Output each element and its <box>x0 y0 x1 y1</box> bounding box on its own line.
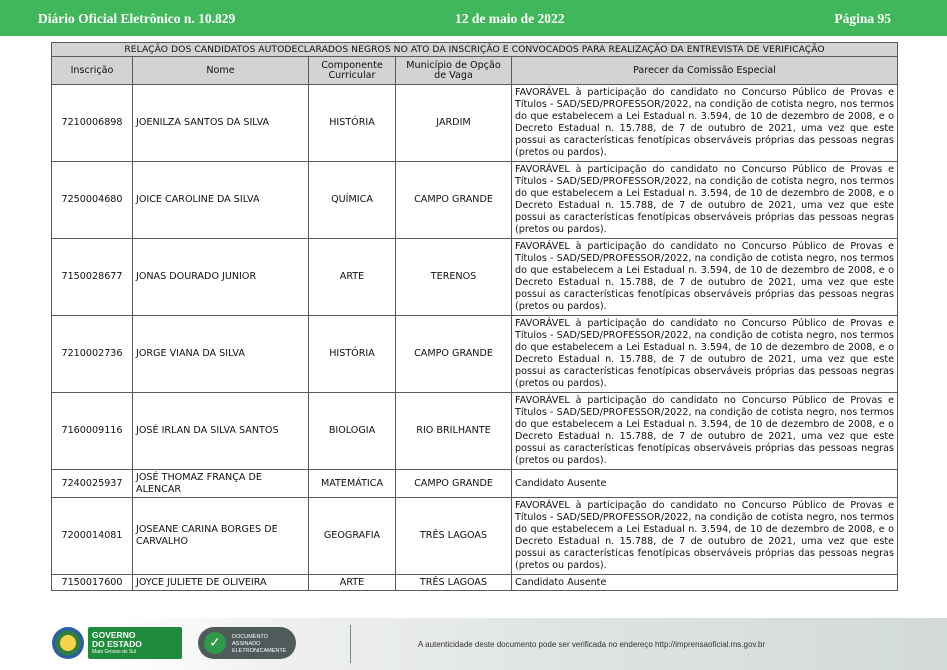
table-row <box>52 85 898 162</box>
cell-componente: QUÍMICA <box>309 162 396 239</box>
government-label-box <box>88 627 182 659</box>
cell-parecer: FAVORÁVEL à participação do candidato no Concurso Público de Provas e Títulos - SAD/SED/PROFESSOR/2022, na condição de cotista negro, nos termos do que estabelecem a Lei Estadual n. 3.594, de 10 de dezembro de 2008, e o Decreto Estadual n. 15.788, de 7 de outubro de 2021, uma vez que este possui as características fenotípicas observáveis próprias das pessoas negras (pretos ou pardos). <box>512 393 898 470</box>
column-header-parecer: Parecer da Comissão Especial <box>512 57 898 85</box>
cell-componente: HISTÓRIA <box>309 85 396 162</box>
table-row <box>52 470 898 498</box>
cell-parecer: FAVORÁVEL à participação do candidato no Concurso Público de Provas e Títulos - SAD/SED/PROFESSOR/2022, na condição de cotista negro, nos termos do que estabelecem a Lei Estadual n. 3.594, de 10 de dezembro de 2008, e o Decreto Estadual n. 15.788, de 7 de outubro de 2021, uma vez que este possui as características fenotípicas observáveis próprias das pessoas negras (pretos ou pardos). <box>512 498 898 575</box>
table-row <box>52 316 898 393</box>
cell-parecer: Candidato Ausente <box>512 575 898 591</box>
cell-parecer: FAVORÁVEL à participação do candidato no Concurso Público de Provas e Títulos - SAD/SED/PROFESSOR/2022, na condição de cotista negro, nos termos do que estabelecem a Lei Estadual n. 3.594, de 10 de dezembro de 2008, e o Decreto Estadual n. 15.788, de 7 de outubro de 2021, uma vez que este possui as características fenotípicas observáveis próprias das pessoas negras (pretos ou pardos). <box>512 85 898 162</box>
page-number: Página 95 <box>834 11 891 26</box>
cell-inscricao: 7150017600 <box>52 575 133 591</box>
cell-municipio: JARDIM <box>396 85 512 162</box>
cell-inscricao: 7210002736 <box>52 316 133 393</box>
badge-line1: DOCUMENTO <box>232 634 268 640</box>
cell-componente: ARTE <box>309 575 396 591</box>
cell-parecer: FAVORÁVEL à participação do candidato no Concurso Público de Provas e Títulos - SAD/SED/PROFESSOR/2022, na condição de cotista negro, nos termos do que estabelecem a Lei Estadual n. 3.594, de 10 de dezembro de 2008, e o Decreto Estadual n. 15.788, de 7 de outubro de 2021, uma vez que este possui as características fenotípicas observáveis próprias das pessoas negras (pretos ou pardos). <box>512 162 898 239</box>
cell-nome: JOENILZA SANTOS DA SILVA <box>133 85 309 162</box>
column-header-municipio: Município de Opção de Vaga <box>396 57 512 85</box>
cell-inscricao: 7210006898 <box>52 85 133 162</box>
gov-label-line1: GOVERNO <box>92 630 136 640</box>
cell-nome: JOSEANE CARINA BORGES DE CARVALHO <box>133 498 309 575</box>
signed-document-badge <box>198 627 296 659</box>
cell-municipio: CAMPO GRANDE <box>396 316 512 393</box>
cell-parecer: FAVORÁVEL à participação do candidato no Concurso Público de Provas e Títulos - SAD/SED/PROFESSOR/2022, na condição de cotista negro, nos termos do que estabelecem a Lei Estadual n. 3.594, de 10 de dezembro de 2008, e o Decreto Estadual n. 15.788, de 7 de outubro de 2021, uma vez que este possui as características fenotípicas observáveis próprias das pessoas negras (pretos ou pardos). <box>512 316 898 393</box>
cell-inscricao: 7200014081 <box>52 498 133 575</box>
column-header-inscricao: Inscrição <box>52 57 133 85</box>
page-header <box>0 0 947 36</box>
cell-municipio: TERENOS <box>396 239 512 316</box>
cell-componente: ARTE <box>309 239 396 316</box>
cell-componente: MATEMÁTICA <box>309 470 396 498</box>
cell-inscricao: 7160009116 <box>52 393 133 470</box>
cell-nome: JONAS DOURADO JUNIOR <box>133 239 309 316</box>
table-row <box>52 498 898 575</box>
cell-municipio: RIO BRILHANTE <box>396 393 512 470</box>
cell-inscricao: 7240025937 <box>52 470 133 498</box>
check-icon: ✓ <box>204 632 226 654</box>
gov-label-line3: Mato Grosso do Sul <box>92 649 137 655</box>
cell-componente: BIOLOGIA <box>309 393 396 470</box>
government-logo <box>52 627 182 659</box>
cell-municipio: TRÊS LAGOAS <box>396 575 512 591</box>
badge-line3: ELETRONICAMENTE <box>232 648 287 654</box>
column-header-nome: Nome <box>133 57 309 85</box>
table-row <box>52 575 898 591</box>
cell-parecer: FAVORÁVEL à participação do candidato no Concurso Público de Provas e Títulos - SAD/SED/PROFESSOR/2022, na condição de cotista negro, nos termos do que estabelecem a Lei Estadual n. 3.594, de 10 de dezembro de 2008, e o Decreto Estadual n. 15.788, de 7 de outubro de 2021, uma vez que este possui as características fenotípicas observáveis próprias das pessoas negras (pretos ou pardos). <box>512 239 898 316</box>
cell-componente: GEOGRAFIA <box>309 498 396 575</box>
journal-edition: Diário Oficial Eletrônico n. 10.829 <box>38 11 236 26</box>
cell-nome: JOYCE JULIETE DE OLIVEIRA <box>133 575 309 591</box>
cell-inscricao: 7150028677 <box>52 239 133 316</box>
cell-nome: JOICE CAROLINE DA SILVA <box>133 162 309 239</box>
authenticity-note: A autenticidade deste documento pode ser verificada no endereço http://imprensaoficial.ms.gov.br <box>418 640 766 649</box>
cell-nome: JOSÉ IRLAN DA SILVA SANTOS <box>133 393 309 470</box>
column-header-componente: Componente Curricular <box>309 57 396 85</box>
cell-nome: JORGE VIANA DA SILVA <box>133 316 309 393</box>
cell-nome: JOSÉ THOMAZ FRANÇA DE ALENCAR <box>133 470 309 498</box>
cell-inscricao: 7250004680 <box>52 162 133 239</box>
table-row <box>52 239 898 316</box>
cell-municipio: CAMPO GRANDE <box>396 162 512 239</box>
state-seal-icon <box>52 627 84 659</box>
table-row <box>52 393 898 470</box>
candidates-table <box>51 42 898 591</box>
table-title: RELAÇÃO DOS CANDIDATOS AUTODECLARADOS NEGROS NO ATO DA INSCRIÇÃO E CONVOCADOS PARA REALIZAÇÃO DA ENTREVISTA DE VERIFICAÇÃO <box>52 43 898 57</box>
cell-componente: HISTÓRIA <box>309 316 396 393</box>
publication-date: 12 de maio de 2022 <box>455 11 565 26</box>
table-row <box>52 162 898 239</box>
footer-divider <box>350 625 351 663</box>
cell-parecer: Candidato Ausente <box>512 470 898 498</box>
badge-line2: ASSINADO <box>232 641 261 647</box>
cell-municipio: TRÊS LAGOAS <box>396 498 512 575</box>
gov-label-line2: DO ESTADO <box>92 639 142 649</box>
cell-municipio: CAMPO GRANDE <box>396 470 512 498</box>
